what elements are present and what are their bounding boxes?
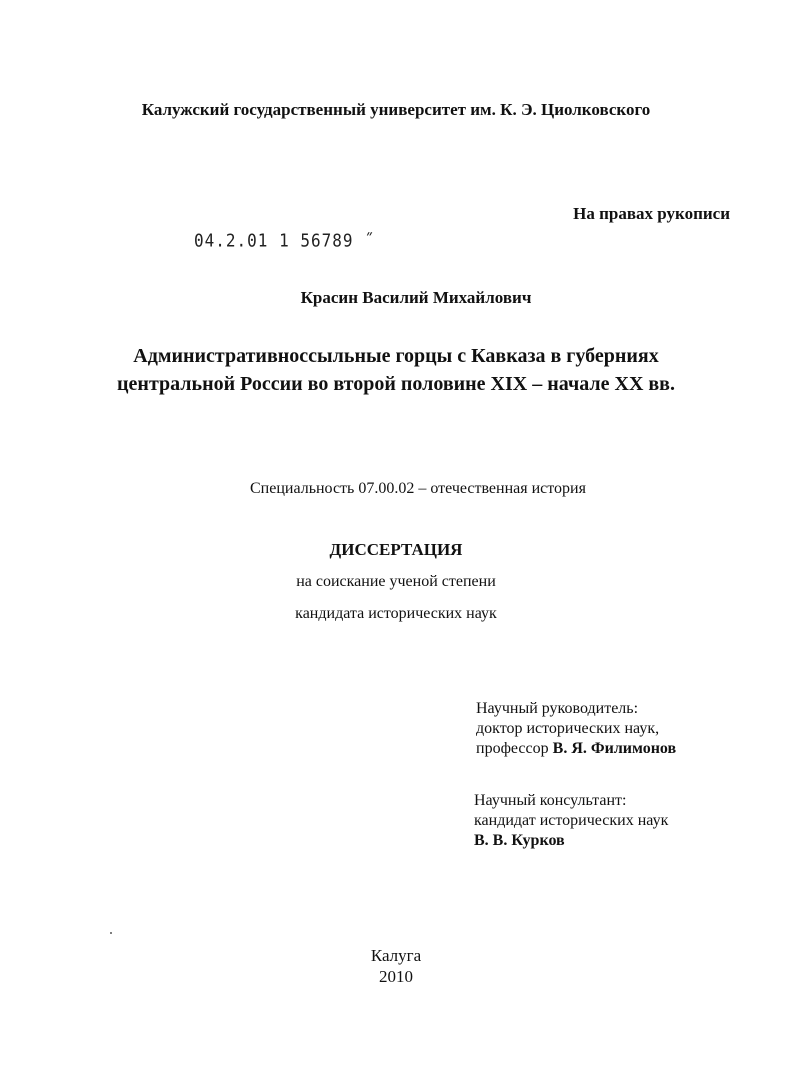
supervisor-block bbox=[476, 699, 676, 759]
supervisor-label: Научный руководитель: bbox=[476, 700, 639, 717]
degree-name-line: кандидата исторических наук bbox=[295, 605, 497, 622]
manuscript-rights-label: На правах рукописи bbox=[573, 204, 730, 223]
consultant-block bbox=[474, 791, 668, 851]
consultant-degree: кандидат исторических наук bbox=[474, 812, 669, 829]
university-name: Калужский государственный университет им. К. Э. Циолковского bbox=[141, 100, 651, 119]
city-name: Калуга bbox=[370, 946, 422, 965]
author-name: Красин Василий Михайлович bbox=[300, 288, 532, 307]
speciality-line: Специальность 07.00.02 – отечественная история bbox=[250, 480, 586, 497]
consultant-label: Научный консультант: bbox=[474, 792, 627, 809]
dissertation-title-line-2: центральной России во второй половине XIX – начале XX вв. bbox=[117, 373, 675, 395]
consultant-name: В. В. Курков bbox=[474, 832, 565, 849]
year: 2010 bbox=[379, 967, 413, 986]
dissertation-title-line-1: Административноссыльные горцы с Кавказа в губерниях bbox=[133, 345, 659, 367]
supervisor-degree: доктор исторических наук, bbox=[476, 720, 660, 737]
supervisor-rank: профессор bbox=[476, 740, 549, 757]
degree-purpose-line: на соискание ученой степени bbox=[296, 573, 496, 590]
dissertation-heading: ДИССЕРТАЦИЯ bbox=[329, 540, 463, 559]
supervisor-name: В. Я. Филимонов bbox=[552, 740, 677, 757]
library-stamp-number: 04.2.01 1 56789 ˝ bbox=[194, 230, 375, 251]
scan-speck bbox=[110, 932, 112, 934]
supervisor-rank-name bbox=[476, 739, 676, 759]
